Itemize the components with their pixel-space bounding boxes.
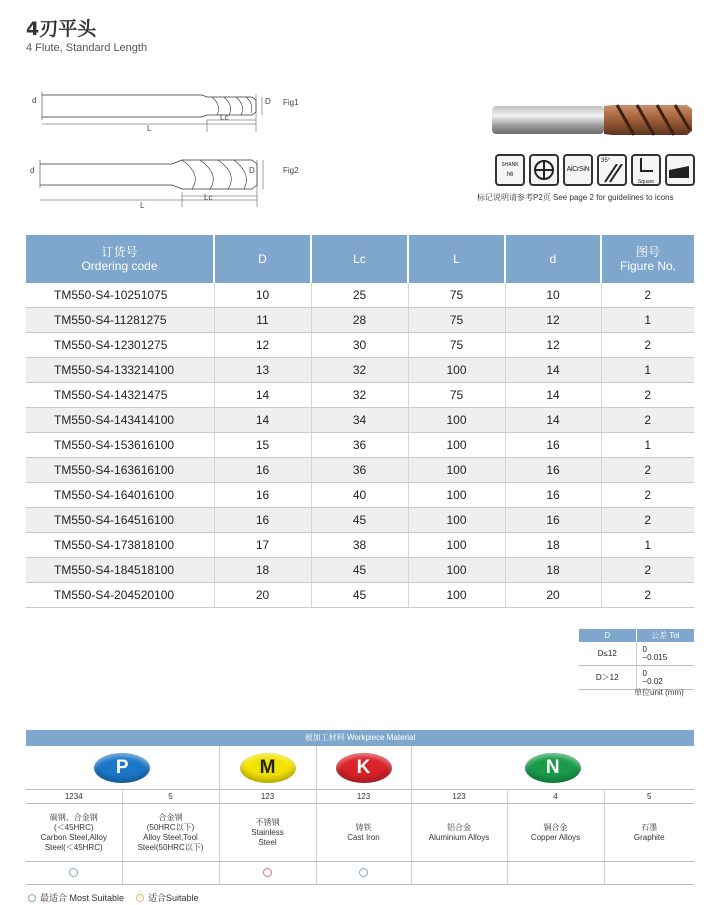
column-header: d — [505, 235, 601, 283]
table-cell: 2 — [601, 333, 694, 358]
table-cell: 18 — [214, 558, 311, 583]
table-row — [26, 308, 694, 333]
material-description: 石墨 Graphite — [604, 804, 694, 862]
fig1-label-L: L — [147, 124, 152, 133]
table-row — [26, 358, 694, 383]
table-cell: 2 — [601, 283, 694, 308]
table-cell: 16 — [214, 508, 311, 533]
material-group-number: 4 — [507, 790, 604, 804]
table-cell: 2 — [601, 383, 694, 408]
iso-m-badge: M — [240, 753, 296, 783]
table-cell: 2 — [601, 583, 694, 608]
ordering-code-cell: TM550-S4-14321475 — [26, 383, 214, 408]
most-suitable-circle-icon — [359, 868, 368, 877]
table-cell: 16 — [214, 458, 311, 483]
suitability-mark — [122, 862, 219, 885]
end-profile-icon — [665, 154, 695, 186]
table-cell: 14 — [214, 383, 311, 408]
tol-cell-d: D＞12 — [579, 666, 636, 690]
fig2-label-d: d — [30, 166, 35, 175]
table-cell: 10 — [505, 283, 601, 308]
table-cell: 17 — [214, 533, 311, 558]
table-cell: 1 — [601, 533, 694, 558]
spec-table — [26, 235, 694, 608]
suitable-circle-icon — [136, 894, 144, 902]
table-cell: 45 — [311, 508, 408, 533]
table-cell: 12 — [214, 333, 311, 358]
ordering-code-cell: TM550-S4-143414100 — [26, 408, 214, 433]
table-cell: 2 — [601, 558, 694, 583]
suitability-mark — [26, 862, 122, 885]
column-header: 订货号 Ordering code — [26, 235, 214, 283]
table-row — [26, 583, 694, 608]
page-subtitle: 4 Flute, Standard Length — [26, 42, 148, 54]
suitability-mark — [411, 862, 507, 885]
column-header: 图号 Figure No. — [601, 235, 694, 283]
fig2-label-D: D — [249, 166, 255, 175]
tol-header-tol: 公差 Tol — [636, 629, 694, 642]
table-cell: 30 — [311, 333, 408, 358]
table-cell: 38 — [311, 533, 408, 558]
tolerance-table — [579, 629, 694, 690]
table-cell: 2 — [601, 508, 694, 533]
fig2-label-L: L — [140, 201, 145, 210]
alcrsin-coating-icon: AlCrSiN — [563, 154, 593, 186]
material-description: 合金钢 (50HRC以下) Alloy Steel,Tool Steel(50HRC以下) — [122, 804, 219, 862]
table-cell: 16 — [505, 483, 601, 508]
unit-note: 单位unit (mm) — [634, 688, 684, 697]
table-cell: 16 — [505, 508, 601, 533]
material-group-number: 5 — [604, 790, 694, 804]
fig1-caption: Fig1 — [283, 98, 299, 107]
table-cell: 14 — [214, 408, 311, 433]
ordering-code-cell: TM550-S4-153616100 — [26, 433, 214, 458]
table-cell: 10 — [214, 283, 311, 308]
fig1-label-d: d — [32, 96, 37, 105]
table-cell: 100 — [408, 433, 505, 458]
table-cell: 2 — [601, 458, 694, 483]
four-flute-icon — [529, 154, 559, 186]
ordering-code-cell: TM550-S4-173818100 — [26, 533, 214, 558]
table-cell: 100 — [408, 583, 505, 608]
table-cell: 100 — [408, 533, 505, 558]
tol-cell-value: 0 −0.015 — [636, 642, 694, 666]
table-cell: 100 — [408, 508, 505, 533]
suitability-mark — [507, 862, 604, 885]
material-group-number: 1234 — [26, 790, 122, 804]
fig2-drawing — [22, 152, 282, 212]
table-cell: 1 — [601, 358, 694, 383]
table-cell: 20 — [505, 583, 601, 608]
tol-cell-value: 0 −0.02 — [636, 666, 694, 690]
fig2-caption: Fig2 — [283, 166, 299, 175]
table-cell: 18 — [505, 558, 601, 583]
table-cell: 28 — [311, 308, 408, 333]
table-row — [26, 408, 694, 433]
page-title: 4刃平头 — [26, 18, 97, 40]
table-cell: 16 — [505, 458, 601, 483]
legend-most-suitable: 最适合 Most Suitable — [28, 891, 124, 904]
shank-h6-icon: SHANK h6 — [495, 154, 525, 186]
fig2-label-Lc: Lc — [204, 193, 213, 202]
table-cell: 36 — [311, 433, 408, 458]
table-cell: 100 — [408, 358, 505, 383]
table-row — [26, 483, 694, 508]
table-cell: 75 — [408, 333, 505, 358]
fig1-label-Lc: Lc — [220, 113, 229, 122]
end-mill-product-image — [492, 100, 694, 140]
table-cell: 1 — [601, 433, 694, 458]
workpiece-title: 被加工材料 Workpiece Material — [26, 730, 694, 746]
ordering-code-cell: TM550-S4-163616100 — [26, 458, 214, 483]
ordering-code-cell: TM550-S4-133214100 — [26, 358, 214, 383]
table-row — [26, 508, 694, 533]
table-cell: 100 — [408, 458, 505, 483]
legend-suitable: 适合Suitable — [136, 891, 199, 904]
table-cell: 2 — [601, 408, 694, 433]
ordering-code-cell: TM550-S4-204520100 — [26, 583, 214, 608]
suitable-circle-icon — [263, 868, 272, 877]
table-cell: 14 — [505, 408, 601, 433]
table-cell: 25 — [311, 283, 408, 308]
table-cell: 32 — [311, 358, 408, 383]
table-cell: 20 — [214, 583, 311, 608]
fig1-label-D: D — [265, 97, 271, 106]
table-cell: 14 — [505, 383, 601, 408]
table-cell: 1 — [601, 308, 694, 333]
table-cell: 32 — [311, 383, 408, 408]
most-suitable-circle-icon — [28, 894, 36, 902]
material-group-number: 123 — [316, 790, 411, 804]
table-cell: 13 — [214, 358, 311, 383]
helix-35-icon: 35° — [597, 154, 627, 186]
iso-n-badge: N — [525, 753, 581, 783]
table-cell: 15 — [214, 433, 311, 458]
table-row — [26, 533, 694, 558]
iso-k-badge: K — [336, 753, 392, 783]
tol-cell-d: D≤12 — [579, 642, 636, 666]
material-description: 铝合金 Aluminium Alloys — [411, 804, 507, 862]
table-cell: 12 — [505, 333, 601, 358]
material-description: 碳钢、合金钢 (＜45HRC) Carbon Steel,Alloy Steel(＜45HRC) — [26, 804, 122, 862]
table-cell: 14 — [505, 358, 601, 383]
table-row — [26, 283, 694, 308]
icons-caption: 标记说明请参考P2页 See page 2 for guidelines to icons — [477, 193, 674, 202]
workpiece-table — [26, 746, 694, 885]
suitability-mark — [219, 862, 316, 885]
table-cell: 45 — [311, 558, 408, 583]
table-row — [26, 458, 694, 483]
ordering-code-cell: TM550-S4-164016100 — [26, 483, 214, 508]
table-cell: 75 — [408, 383, 505, 408]
table-cell: 11 — [214, 308, 311, 333]
table-cell: 36 — [311, 458, 408, 483]
table-cell: 16 — [505, 433, 601, 458]
table-cell: 12 — [505, 308, 601, 333]
table-row — [26, 383, 694, 408]
table-cell: 34 — [311, 408, 408, 433]
table-cell: 100 — [408, 558, 505, 583]
table-cell: 45 — [311, 583, 408, 608]
table-row — [26, 558, 694, 583]
table-row — [26, 333, 694, 358]
material-group-number: 123 — [411, 790, 507, 804]
ordering-code-cell: TM550-S4-11281275 — [26, 308, 214, 333]
material-group-number: 5 — [122, 790, 219, 804]
column-header: Lc — [311, 235, 408, 283]
table-cell: 2 — [601, 483, 694, 508]
ordering-code-cell: TM550-S4-164516100 — [26, 508, 214, 533]
table-cell: 75 — [408, 308, 505, 333]
ordering-code-cell: TM550-S4-12301275 — [26, 333, 214, 358]
ordering-code-cell: TM550-S4-184518100 — [26, 558, 214, 583]
most-suitable-circle-icon — [69, 868, 78, 877]
tol-header-d: D — [579, 629, 636, 642]
fig1-drawing — [22, 80, 282, 132]
square-end-icon: Square — [631, 154, 661, 186]
table-cell: 100 — [408, 483, 505, 508]
column-header: D — [214, 235, 311, 283]
table-cell: 75 — [408, 283, 505, 308]
material-group-number: 123 — [219, 790, 316, 804]
material-description: 铸铁 Cast Iron — [316, 804, 411, 862]
column-header: L — [408, 235, 505, 283]
material-description: 铜合金 Copper Alloys — [507, 804, 604, 862]
table-cell: 100 — [408, 408, 505, 433]
table-cell: 40 — [311, 483, 408, 508]
material-description: 不锈钢 Stainless Steel — [219, 804, 316, 862]
iso-p-badge: P — [94, 753, 150, 783]
ordering-code-cell: TM550-S4-10251075 — [26, 283, 214, 308]
table-row — [26, 433, 694, 458]
table-cell: 18 — [505, 533, 601, 558]
suitability-mark — [604, 862, 694, 885]
suitability-mark — [316, 862, 411, 885]
table-cell: 16 — [214, 483, 311, 508]
